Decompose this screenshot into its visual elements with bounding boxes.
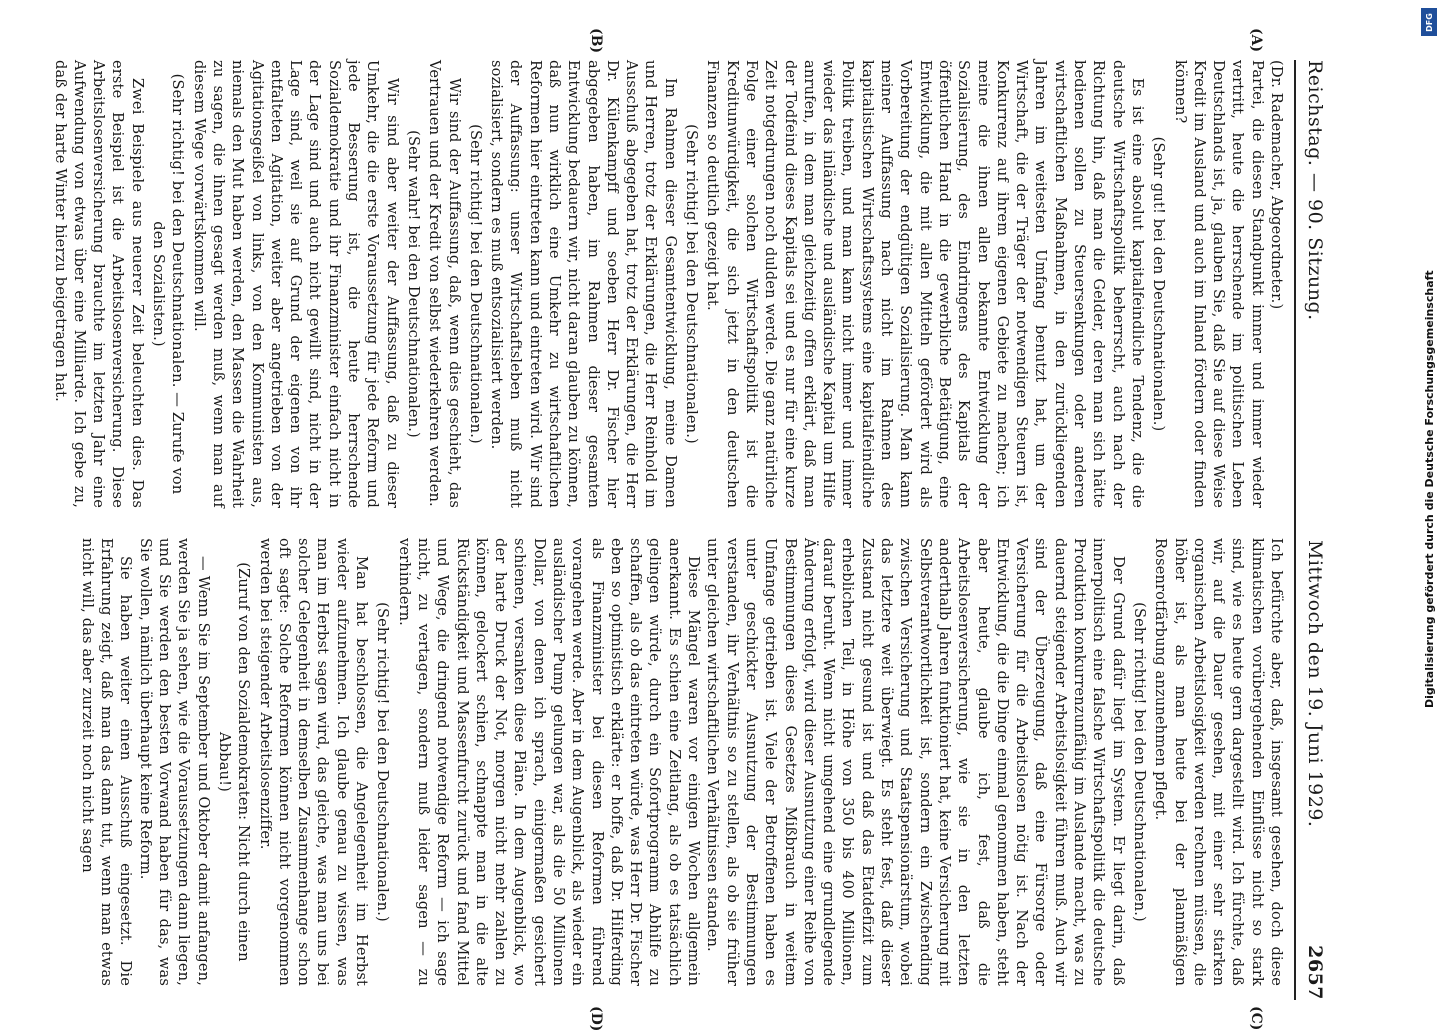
paragraph: Zwei Beispiele aus neuerer Zeit beleuchten dies. Das erste Beispiel ist die Arbeitslosenversicherung. Diese Arbeitslosenversicherung brauchte im letzten Jahr eine Aufwendung von etwas über eine Milliarde. Ich gebe zu, daß der harte Winter hierzu beigetragen hat. bbox=[51, 60, 146, 508]
interjection: (Sehr richtig! bei den Deutschnationalen. — Zurufe von den Sozialisten.) bbox=[150, 73, 187, 495]
watermark-text: Digitalisierung gefördert durch die Deutsche Forschungsgemeinschaft bbox=[1423, 270, 1436, 708]
digitization-watermark bbox=[1420, 8, 1442, 998]
interjection: (Sehr richtig! bei den Deutschnationalen.) bbox=[1130, 602, 1148, 922]
paragraph: — Wenn Sie im September und Oktober damit anfangen, werden Sie ja sehen, wie die Voraussetzungen dann liegen, und Sie werden den besten Vorwand haben für das, was Sie wollen, nämlich überhaupt keine Reform. bbox=[136, 538, 212, 986]
marker-c: (C) bbox=[1248, 1006, 1264, 1031]
dfg-logo-text: DFG bbox=[1424, 12, 1434, 32]
interjection: (Zuruf von den Sozialdemokraten: Nicht durch einen Abbau!) bbox=[215, 562, 253, 962]
marker-b: (B) bbox=[588, 28, 604, 54]
paragraph: Ich befürchte aber, daß, insgesamt gesehen, doch diese klimatischen vorübergehenden Einflüsse nicht so stark sind, wie es heute gern dargestellt wird. Ich fürchte, daß wir, auf die Dauer gesehen, mit einer sehr starken organischen Arbeitslosigkeit werden rechnen müssen, die höher ist, als man heute bei der planmäßigen Rosenrotfärbung anzunehmen pflegt. bbox=[1152, 538, 1285, 986]
paragraph: Diese Mängel waren vor einigen Wochen allgemein anerkannt. Es schien eine Zeitlang, als ob es tatsächlich gelingen würde, durch ein Sofortprogramm Abhilfe zu schaffen, als ob das eintreten würde, was Herr Dr. Fischer eben so optimistisch erklärte: er hoffe, daß Dr. Hilferding als Finanzminister bei diesen Reformen führend vorangehen werde. Aber in dem Augenblick, als wieder ein ausländischer Pump gelungen war, als die 50 Millionen Dollar, von denen ich sprach, einigermaßen gesichert schienen, versanken diese Pläne. In dem Augenblick, wo der harte Druck der Not, morgen nicht mehr zahlen zu können, gelockert schien, schnappte man in die alte Rückständigkeit und Massenfurcht zurück und fand Mittel und Wege, die dringend notwendige Reform — ich sage nicht, zu vertagen, sondern muß leider sagen — zu verhindern. bbox=[395, 538, 703, 986]
header-rule bbox=[1294, 60, 1296, 1000]
paragraph: Partei, die diesen Standpunkt immer und immer wieder vertritt, heute die herrschende im politischen Leben Deutschlands ist, ja, glauben Sie, daß Sie auf diese Weise Kredit im Ausland und auch im Inland fördern oder finden können? bbox=[1171, 60, 1266, 508]
paragraph: Wir sind aber weiter der Auffassung, daß zu dieser Umkehr, die die erste Voraussetzung für jede Reform und jede Besserung ist, die heute herrschende Sozialdemokratie und ihr Finanzminister einfach nicht in der Lage sind und auch nicht gewillt sind, nicht in der Lage sind, weil sie auf Grund der eigenen von ihr entfalteten Agitation, weiter aber angetrieben von der Agitationsgeißel von links, von den Kommunisten aus, niemals den Mut haben werden, den Massen die Wahrheit zu sagen, die ihnen gesagt werden muß, wenn man auf diesem Wege vorwärtskommen will. bbox=[190, 60, 401, 508]
header-date: Mittwoch den 19. Juni 1929. bbox=[1304, 540, 1326, 828]
interjection: (Sehr richtig! bei den Deutschnationalen.) bbox=[466, 124, 484, 444]
interjection: (Sehr richtig! bei den Deutschnationalen.) bbox=[683, 124, 701, 444]
marker-d: (D) bbox=[588, 1006, 604, 1031]
interjection: (Sehr gut! bei den Deutschnationalen.) bbox=[1150, 136, 1168, 432]
paragraph: Man hat beschlossen, die Angelegenheit im Herbst wieder aufzunehmen. Ich glaube genau zu wissen, was man im Herbst sagen wird, das gleiche, was man uns bei solcher Gelegenheit in demselben Zusammenhange schon oft sagte: Solche Reformen können nicht vorgenommen werden bei steigender Arbeitslosenziffer. bbox=[256, 538, 371, 986]
interjection: (Sehr richtig! bei den Deutschnationalen.) bbox=[374, 602, 392, 922]
paragraph: Sie haben weiter einen Ausschuß eingesetzt. Die Erfahrung zeigt, daß man das dann tut, wenn man etwas nicht will, das aber zurzeit noch nicht sagen bbox=[78, 538, 135, 986]
page-header bbox=[1296, 60, 1330, 1000]
paragraph: Es ist eine absolut kapitalfeindliche Tendenz, die die deutsche Wirtschaftspolitik beherrscht, auch nach der Richtung hin, daß man die Gelder, deren man sich hätte bedienen sollen zu Steuersenkungen oder anderen wirtschaftlichen Maßnahmen, in den zurückliegenden Jahren im weitesten Umfang benutzt hat, um der Wirtschaft, die der Träger der notwendigen Steuern ist, Konkurrenz auf ihrem eigenen Gebiete zu machen; ich meine die ihnen allen bekannte Entwicklung der Sozialisierung, des Eindringens des Kapitals der öffentlichen Hand in die gewerbliche Betätigung, eine Entwicklung, die mit allen Mitteln gefördert wird als Vorbereitung der endgültigen Sozialisierung. Man kann meiner Auffassung nach nicht im Rahmen des kapitalistischen Wirtschaftssystems eine kapitalfeindliche Politik treiben, und man kann nicht immer und immer wieder das inländische und ausländische Kapital um Hilfe anrufen, in dem man gleichzeitig offen erklärt, daß man der Todfeind dieses Kapitals sei und es nur für eine kurze Zeit notgedrungen noch dulden werde. Die ganz natürliche Folge einer solchen Wirtschaftspolitik ist die Kreditunwürdigkeit, die sich jetzt in den deutschen Finanzen so deutlich gezeigt hat. bbox=[704, 60, 1146, 508]
page-number: 2657 bbox=[1304, 945, 1326, 1000]
right-column bbox=[78, 538, 1286, 986]
paragraph: Wir sind der Auffassung, daß, wenn dies geschieht, das Vertrauen und der Kredit von selbst wiederkehren werden. bbox=[426, 60, 463, 508]
paragraph: Der Grund dafür liegt im System. Er liegt darin, daß innerpolitisch eine falsche Wirtschaftspolitik die deutsche Produktion konkurrenzunfähig im Auslande macht, was zu dauernd steigender Arbeitslosigkeit führen muß. Auch wir sind der Überzeugung, daß eine Fürsorge oder Versicherung für die Arbeitslosen nötig ist. Nach der Entwicklung, die die Dinge einmal genommen haben, steht aber heute, glaube ich, fest, daß die Arbeitslosenversicherung, wie sie in den letzten anderthalb Jahren funktioniert hat, keine Versicherung mit Selbstverantwortlichkeit ist, sondern ein Zwischending zwischen Versicherung und Staatspensionärstum, wobei das letztere weit überwiegt. Es steht fest, daß dieser Zustand nicht gesund ist und daß das Etatdefizit zum erheblichen Teil, in Höhe von 350 bis 400 Millionen, darauf beruht. Wenn nicht umgehend eine grundlegende Änderung erfolgt, wird dieser Ausnutzung einer Reihe von Bestimmungen dieses Gesetzes Mißbrauch in weitem Umfange getrieben ist. Viele der Betroffenen haben es unter geschickter Ausnutzung der Bestimmungen verstanden, ihr Verhältnis so zu stellen, als ob sie früher unter gleichen wirtschaftlichen Verhältnissen standen. bbox=[704, 538, 1127, 986]
interjection: (Sehr wahr! bei den Deutschnationalen.) bbox=[404, 130, 422, 438]
header-left: Reichstag. — 90. Sitzung. bbox=[1304, 60, 1326, 321]
speaker-line: (Dr. Rademacher, Abgeordneter.) bbox=[1268, 60, 1285, 310]
paragraph: Im Rahmen dieser Gesamtentwicklung, meine Damen und Herren, trotz der Erklärungen, die Herr Reinhold im Ausschuß abgegeben hat, trotz der Erklärungen, die Herr Dr. Külenkampff und soeben Herr Dr. Fischer hier abgegeben haben, im Rahmen dieser gesamten Entwicklung bedauern wir, nicht daran glauben zu können, daß nun wirklich eine Umkehr zu wirtschaftlichen Reformen hier eintreten kann und eintreten wird. Wir sind der Auffassung: unser Wirtschaftsleben muß nicht sozialisiert, sondern es muß entsozialisiert werden. bbox=[488, 60, 679, 508]
rotated-page bbox=[51, 28, 1330, 1031]
left-column bbox=[50, 60, 1286, 508]
marker-a: (A) bbox=[1248, 28, 1264, 53]
